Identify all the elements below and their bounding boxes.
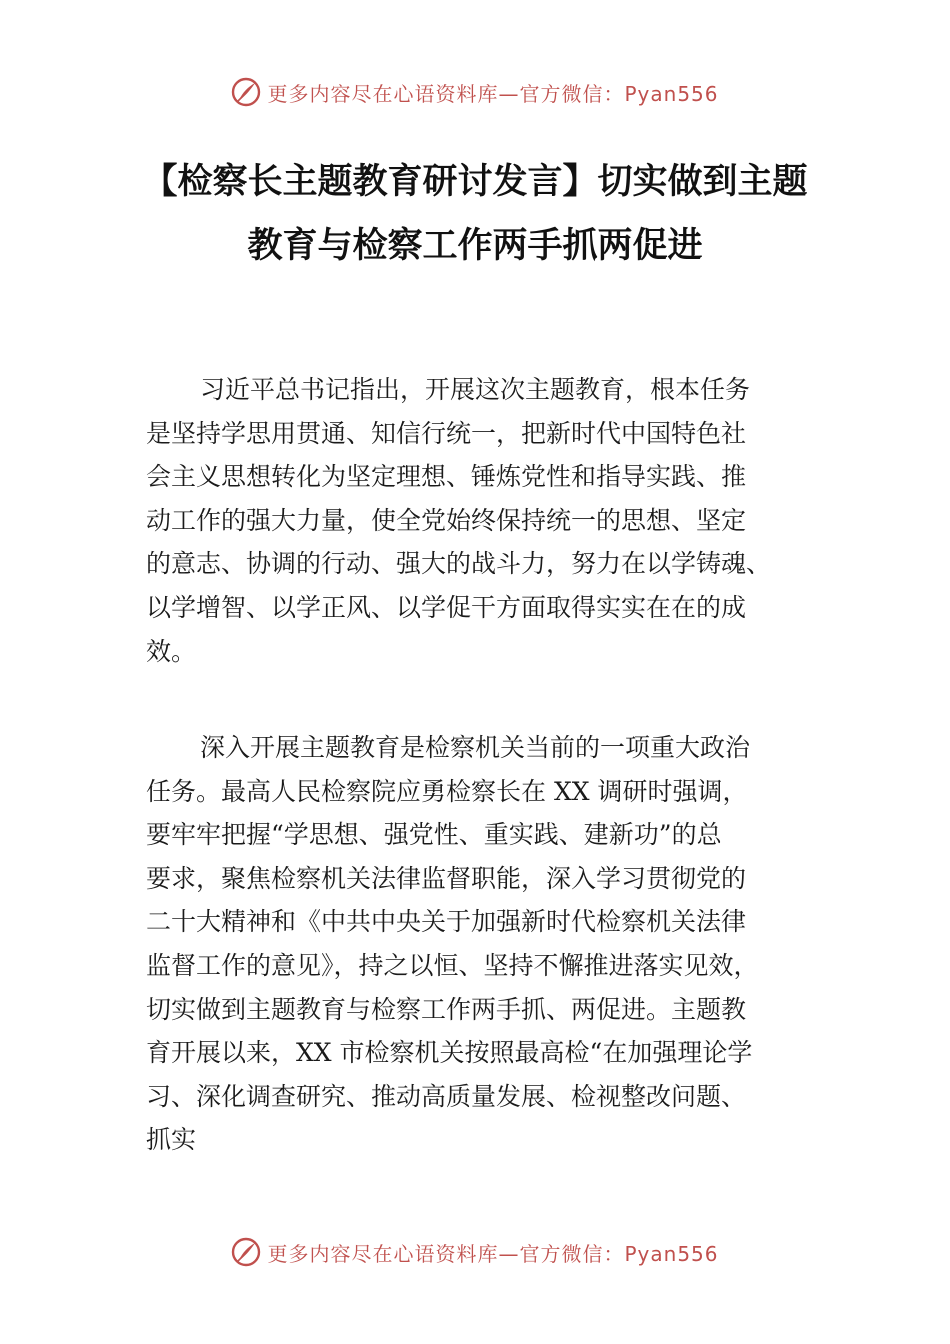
paragraph-line: 习近平总书记指出，开展这次主题教育，根本任务 bbox=[200, 375, 751, 404]
paragraph-line: 要牢牢把握“学思想、强党性、重实践、建新功”的总 bbox=[146, 820, 722, 850]
paragraph-line: 监督工作的意见》，持之以恒、坚持不懈推进落实见效， bbox=[146, 950, 759, 980]
paragraph-line: 二十大精神和《中共中央关于加强新时代检察机关法律 bbox=[146, 907, 747, 937]
paragraph-line: 以学增智、以学正风、以学促干方面取得实实在在的成 bbox=[146, 592, 747, 622]
paragraph-line: 的意志、协调的行动、强大的战斗力，努力在以学铸魂、 bbox=[146, 549, 772, 579]
paragraph-line: 要求，聚焦检察机关法律监督职能，深入学习贯彻党的 bbox=[146, 863, 747, 893]
paragraph-line: 育开展以来，XX 市检察机关按照最高检“在加强理论学 bbox=[146, 1038, 753, 1068]
quill-logo-icon bbox=[231, 77, 261, 107]
footer-watermark bbox=[0, 1232, 950, 1272]
title-line-2: 教育与检察工作两手抓两促进 bbox=[247, 226, 703, 266]
watermark-text: 更多内容尽在心语资料库—官方微信：Pyan556 bbox=[267, 1241, 719, 1266]
document-title bbox=[110, 150, 840, 278]
paragraph-line: 习、深化调查研究、推动高质量发展、检视整改问题、 bbox=[146, 1081, 747, 1111]
title-line-1: 【检察长主题教育研讨发言】切实做到主题 bbox=[142, 162, 808, 202]
paragraph-1 bbox=[146, 368, 806, 673]
paragraph-2 bbox=[146, 726, 806, 1162]
paragraph-line: 抓实 bbox=[146, 1125, 197, 1155]
paragraph-line: 深入开展主题教育是检察机关当前的一项重大政治 bbox=[200, 733, 751, 762]
paragraph-line: 任务。最高人民检察院应勇检察长在 XX 调研时强调， bbox=[146, 776, 748, 806]
wechat-id: Pyan556 bbox=[624, 81, 719, 106]
watermark-text: 更多内容尽在心语资料库—官方微信：Pyan556 bbox=[267, 81, 719, 106]
paragraph-line: 效。 bbox=[146, 636, 197, 666]
header-watermark bbox=[0, 72, 950, 112]
paragraph-line: 动工作的强大力量，使全党始终保持统一的思想、坚定 bbox=[146, 505, 747, 535]
paragraph-line: 切实做到主题教育与检察工作两手抓、两促进。主题教 bbox=[146, 994, 747, 1024]
paragraph-line: 会主义思想转化为坚定理想、锤炼党性和指导实践、推 bbox=[146, 462, 747, 492]
wechat-id: Pyan556 bbox=[624, 1241, 719, 1266]
quill-logo-icon bbox=[231, 1237, 261, 1267]
paragraph-line: 是坚持学思用贯通、知信行统一，把新时代中国特色社 bbox=[146, 418, 747, 448]
